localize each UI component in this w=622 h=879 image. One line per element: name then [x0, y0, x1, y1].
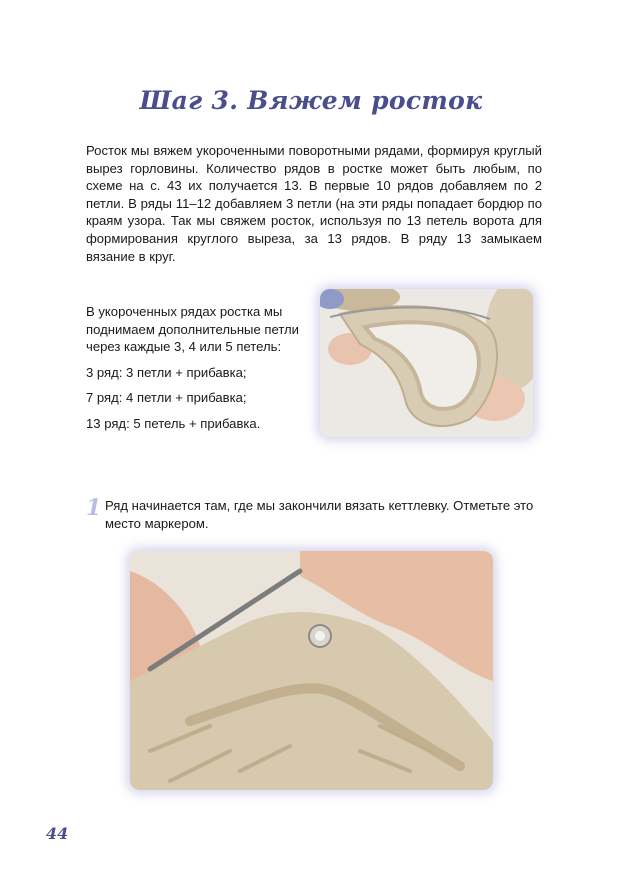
side-text-block	[86, 303, 308, 433]
page-title: Шаг 3. Вяжем росток	[139, 86, 483, 115]
rule-row-13: 13 ряд: 5 петель + прибавка.	[86, 415, 261, 431]
step-number: 1	[86, 495, 102, 521]
photo-marker-placement	[130, 551, 493, 790]
side-paragraph: В укороченных рядах ростка мы поднимаем дополнительные петли через каждые 3, 4 или 5 петель:	[86, 304, 299, 355]
photo-yoke-on-needles	[320, 289, 533, 437]
intro-paragraph: Росток мы вяжем укороченными поворотными рядами, формируя круглый вырез горловины. Количество рядов в ростке может быть любым, по схеме на с. 43 их получается 13. В первые 10 рядов добавляем по 2 петли. В ряды 11–12 добавляем 3 петли (на эти ряды попадает бордюр по краям узора. Так мы свяжем росток, используя по 13 петель ворота для формирования круглого выреза, за 13 рядов. В ряду 13 замыкаем вязание в круг.	[86, 143, 542, 264]
step-text: Ряд начинается там, где мы закончили вязать кеттлевку. Отметьте это место маркером.	[105, 498, 534, 531]
page-number: 44	[46, 824, 69, 843]
rule-row-7: 7 ряд: 4 петли + прибавка;	[86, 390, 247, 406]
rule-row-3: 3 ряд: 3 петли + прибавка;	[86, 364, 247, 380]
